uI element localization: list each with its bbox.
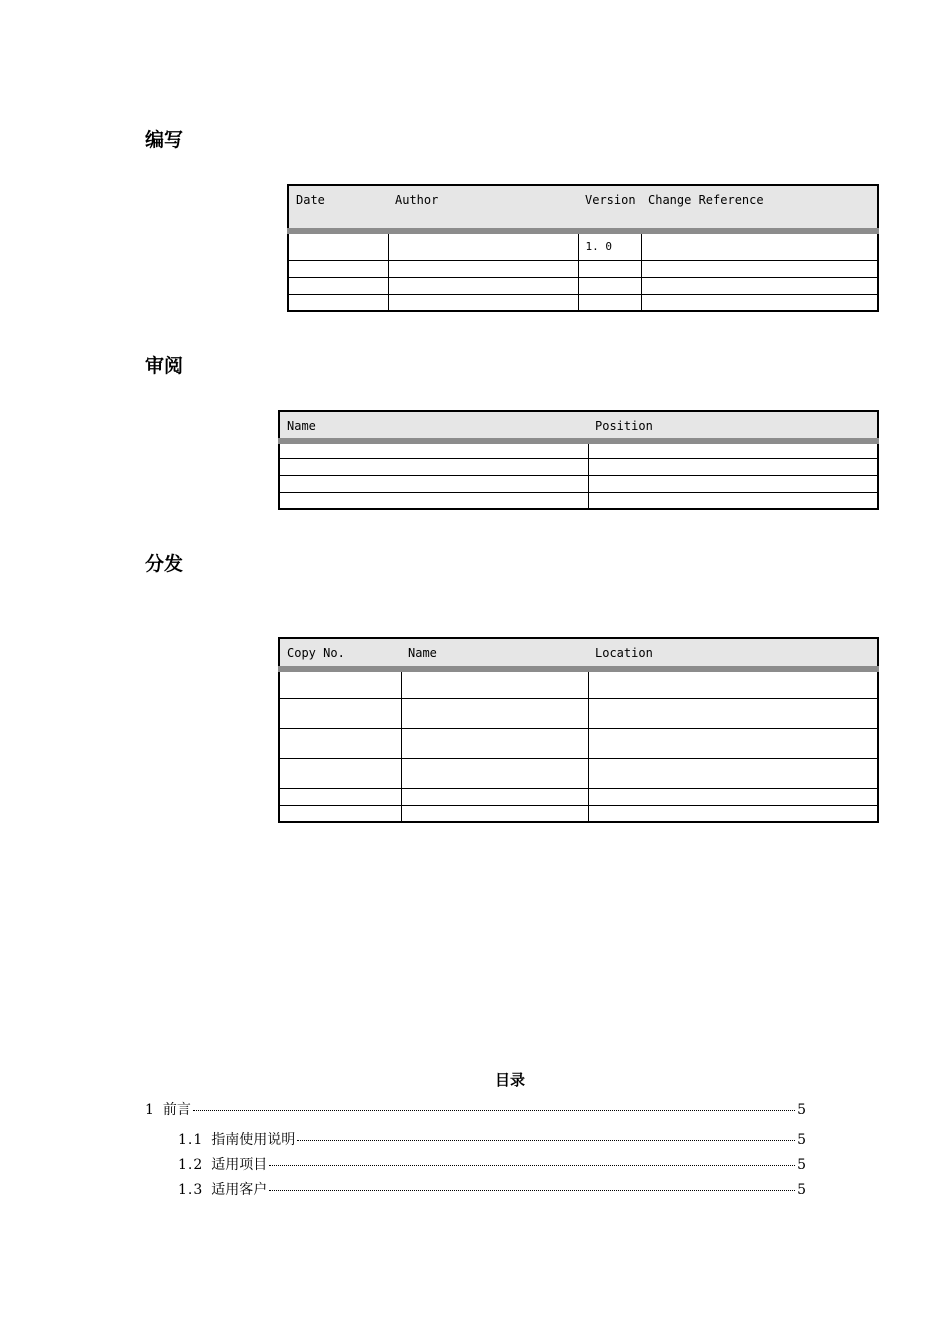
- cell-position: [588, 475, 878, 492]
- cell-date: [288, 294, 388, 311]
- toc-entry[interactable]: [178, 1129, 806, 1149]
- cell-copy-no: [279, 758, 401, 788]
- cell-change-reference: [641, 231, 878, 260]
- cell-name: [401, 728, 588, 758]
- cell-name: [401, 669, 588, 698]
- cell-name: [279, 458, 588, 475]
- cell-name: [401, 805, 588, 822]
- cell-location: [588, 758, 878, 788]
- toc-entry-page: 5: [797, 1132, 806, 1148]
- table-row: [279, 669, 878, 698]
- table-row: [279, 728, 878, 758]
- section-heading-review: 审阅: [145, 355, 184, 377]
- cell-change-reference: [641, 277, 878, 294]
- review-table: [278, 410, 879, 510]
- toc-leader-dots: [269, 1165, 795, 1166]
- column-header-author: Author: [388, 185, 578, 231]
- cell-date: [288, 231, 388, 260]
- column-header-name: Name: [401, 638, 588, 669]
- toc-entry-number: 1.1: [178, 1132, 204, 1148]
- toc-entry-title: 前言: [162, 1102, 191, 1118]
- toc-entry-title: 适用客户: [211, 1182, 268, 1198]
- column-header-version: Version: [578, 185, 641, 231]
- cell-copy-no: [279, 805, 401, 822]
- cell-version: [578, 260, 641, 277]
- toc-entry[interactable]: [178, 1179, 806, 1199]
- cell-position: [588, 441, 878, 458]
- cell-date: [288, 260, 388, 277]
- section-heading-authoring: 编写: [145, 129, 184, 151]
- cell-location: [588, 728, 878, 758]
- table-row: [288, 294, 878, 311]
- table-row: [279, 788, 878, 805]
- authoring-table: [287, 184, 879, 312]
- cell-copy-no: [279, 728, 401, 758]
- cell-name: [401, 788, 588, 805]
- column-header-name: Name: [279, 411, 588, 441]
- toc-entry[interactable]: [145, 1099, 806, 1119]
- cell-copy-no: [279, 669, 401, 698]
- cell-position: [588, 492, 878, 509]
- toc-entry-page: 5: [797, 1102, 806, 1118]
- table-row: [288, 260, 878, 277]
- toc-entry-page: 5: [797, 1182, 806, 1198]
- cell-name: [279, 492, 588, 509]
- cell-change-reference: [641, 260, 878, 277]
- cell-name: [279, 475, 588, 492]
- cell-location: [588, 669, 878, 698]
- cell-version: [578, 277, 641, 294]
- cell-name: [401, 698, 588, 728]
- table-row: [279, 492, 878, 509]
- table-header-row: [288, 185, 878, 231]
- table-row: [288, 231, 878, 260]
- cell-location: [588, 698, 878, 728]
- cell-change-reference: [641, 294, 878, 311]
- toc-leader-dots: [269, 1190, 795, 1191]
- toc-entry[interactable]: [178, 1154, 806, 1174]
- toc-entry-title: 指南使用说明: [211, 1132, 296, 1148]
- table-row: [288, 277, 878, 294]
- column-header-copy-no: Copy No.: [279, 638, 401, 669]
- cell-name: [279, 441, 588, 458]
- cell-date: [288, 277, 388, 294]
- distribution-table: [278, 637, 879, 823]
- cell-author: [388, 294, 578, 311]
- cell-copy-no: [279, 788, 401, 805]
- toc-entry-page: 5: [797, 1157, 806, 1173]
- toc-entry-number: 1: [145, 1102, 155, 1118]
- table-header-row: [279, 638, 878, 669]
- toc-entry-number: 1.2: [178, 1157, 204, 1173]
- table-header-row: [279, 411, 878, 441]
- cell-author: [388, 231, 578, 260]
- table-row: [279, 758, 878, 788]
- toc-title: 目录: [494, 1071, 525, 1089]
- column-header-location: Location: [588, 638, 878, 669]
- table-row: [279, 805, 878, 822]
- cell-location: [588, 788, 878, 805]
- cell-author: [388, 260, 578, 277]
- cell-version: 1. 0: [578, 231, 641, 260]
- column-header-date: Date: [288, 185, 388, 231]
- table-row: [279, 458, 878, 475]
- cell-version: [578, 294, 641, 311]
- toc-leader-dots: [193, 1110, 795, 1111]
- column-header-change-reference: Change Reference: [641, 185, 878, 231]
- section-heading-distribution: 分发: [145, 553, 184, 575]
- toc-leader-dots: [297, 1140, 795, 1141]
- table-row: [279, 441, 878, 458]
- toc-entry-number: 1.3: [178, 1182, 204, 1198]
- cell-name: [401, 758, 588, 788]
- cell-position: [588, 458, 878, 475]
- table-row: [279, 475, 878, 492]
- cell-location: [588, 805, 878, 822]
- column-header-position: Position: [588, 411, 878, 441]
- cell-copy-no: [279, 698, 401, 728]
- toc-entry-title: 适用项目: [211, 1157, 268, 1173]
- table-row: [279, 698, 878, 728]
- cell-author: [388, 277, 578, 294]
